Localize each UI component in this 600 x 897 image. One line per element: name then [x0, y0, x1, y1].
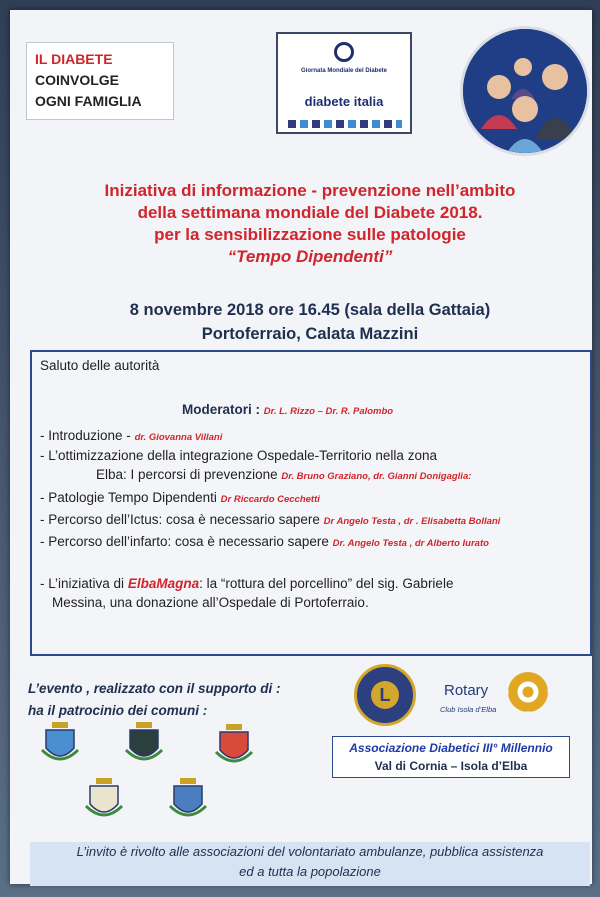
support-line2: ha il patrocinio dei comuni :	[28, 703, 208, 718]
elbamagna-post: : la “rottura del porcellino” del sig. Gabriele	[199, 576, 454, 591]
invito-line1: L’invito è rivolto alle associazioni del volontariato ambulanze, pubblica assistenza	[76, 844, 544, 859]
logo-diabete-italia-text: diabete italia	[304, 94, 384, 109]
ottimizzazione-row: - L’ottimizzazione della integrazione Ospedale-Territorio nella zona	[40, 448, 437, 463]
municipal-crest-icon	[40, 720, 80, 766]
title-line1: Iniziativa di informazione - prevenzione nell’ambito	[104, 181, 516, 200]
municipal-crest-icon	[124, 720, 164, 766]
rotary-label: Rotary	[444, 682, 489, 699]
ictus-names: Dr Angelo Testa , dr . Elisabetta Bollani	[323, 516, 501, 527]
elbamagna-row	[40, 576, 453, 591]
date-line: 8 novembre 2018 ore 16.45 (sala della Gattaia)	[129, 301, 491, 319]
ottimizzazione-row2	[96, 467, 471, 482]
family-photo	[460, 26, 590, 156]
municipal-crest-icon	[168, 776, 208, 822]
saluto-autorita: Saluto delle autorità	[40, 358, 160, 373]
elbamagna-name: ElbaMagna	[127, 576, 200, 591]
introduzione-name: dr. Giovanna Villani	[134, 432, 223, 443]
patologie-row	[40, 490, 320, 505]
lions-club-logo	[354, 664, 416, 726]
moderatori-row	[182, 402, 393, 417]
association-place: Val di Cornia – Isola d’Elba	[374, 759, 528, 773]
ictus-label: - Percorso dell’Ictus: cosa è necessario sapere	[40, 512, 320, 527]
ottimizzazione-label2: Elba: I percorsi di prevenzione	[96, 467, 278, 482]
poster	[10, 10, 592, 884]
invito-line2: ed a tutta la popolazione	[239, 864, 381, 879]
elbamagna-row2: Messina, una donazione all’Ospedale di Portoferraio.	[52, 595, 369, 610]
title-line2: della settimana mondiale del Diabete 2018.	[137, 203, 483, 222]
association-box	[332, 736, 570, 778]
infarto-label: - Percorso dell’infarto: cosa è necessario sapere	[40, 534, 329, 549]
sponsor-logo-strip	[288, 120, 402, 128]
support-line1: L’evento , realizzato con il supporto di :	[28, 681, 281, 696]
support-text	[28, 678, 281, 722]
introduzione-label: - Introduzione -	[40, 428, 131, 443]
association-name: Associazione Diabetici III° Millennio	[349, 741, 553, 755]
infarto-names: Dr. Angelo Testa , dr Alberto Iurato	[332, 538, 489, 549]
municipal-crest-icon	[214, 722, 254, 768]
title-line3: per la sensibilizzazione sulle patologie	[154, 225, 466, 244]
municipal-crest-icon	[84, 776, 124, 822]
introduzione-row	[40, 428, 222, 443]
world-diabetes-circle-icon	[334, 42, 354, 62]
moderatori-names: Dr. L. Rizzo – Dr. R. Palombo	[263, 406, 394, 417]
diabete-italia-logo	[276, 32, 412, 134]
motto-line2: COINVOLGE	[35, 72, 120, 88]
ictus-row	[40, 512, 500, 527]
ottimizzazione-names: Dr. Bruno Graziano, dr. Gianni Donigaglia:	[281, 471, 472, 482]
moderatori-label: Moderatori :	[182, 402, 261, 417]
rotary-wheel-icon	[508, 672, 548, 712]
lions-letter: L	[371, 681, 399, 709]
infarto-row	[40, 534, 489, 549]
title-line4: “Tempo Dipendenti”	[227, 247, 393, 266]
program-box	[30, 350, 592, 656]
motto-line3: OGNI FAMIGLIA	[35, 93, 142, 109]
family-illustration-icon	[463, 29, 590, 156]
place-line: Portoferraio, Calata Mazzini	[201, 325, 419, 343]
motto-box	[26, 42, 174, 120]
patologie-label: - Patologie Tempo Dipendenti	[40, 490, 217, 505]
rotary-sub-label: Club Isola d’Elba	[440, 705, 497, 714]
logo-giornata-text: Giornata Mondiale del Diabete	[300, 68, 387, 74]
patologie-name: Dr Riccardo Cecchetti	[220, 494, 320, 505]
motto-line1: IL DIABETE	[35, 51, 113, 67]
elbamagna-pre: - L’iniziativa di	[40, 576, 125, 591]
invitation-banner	[30, 842, 590, 886]
date-place	[26, 298, 594, 346]
event-title	[26, 180, 594, 268]
